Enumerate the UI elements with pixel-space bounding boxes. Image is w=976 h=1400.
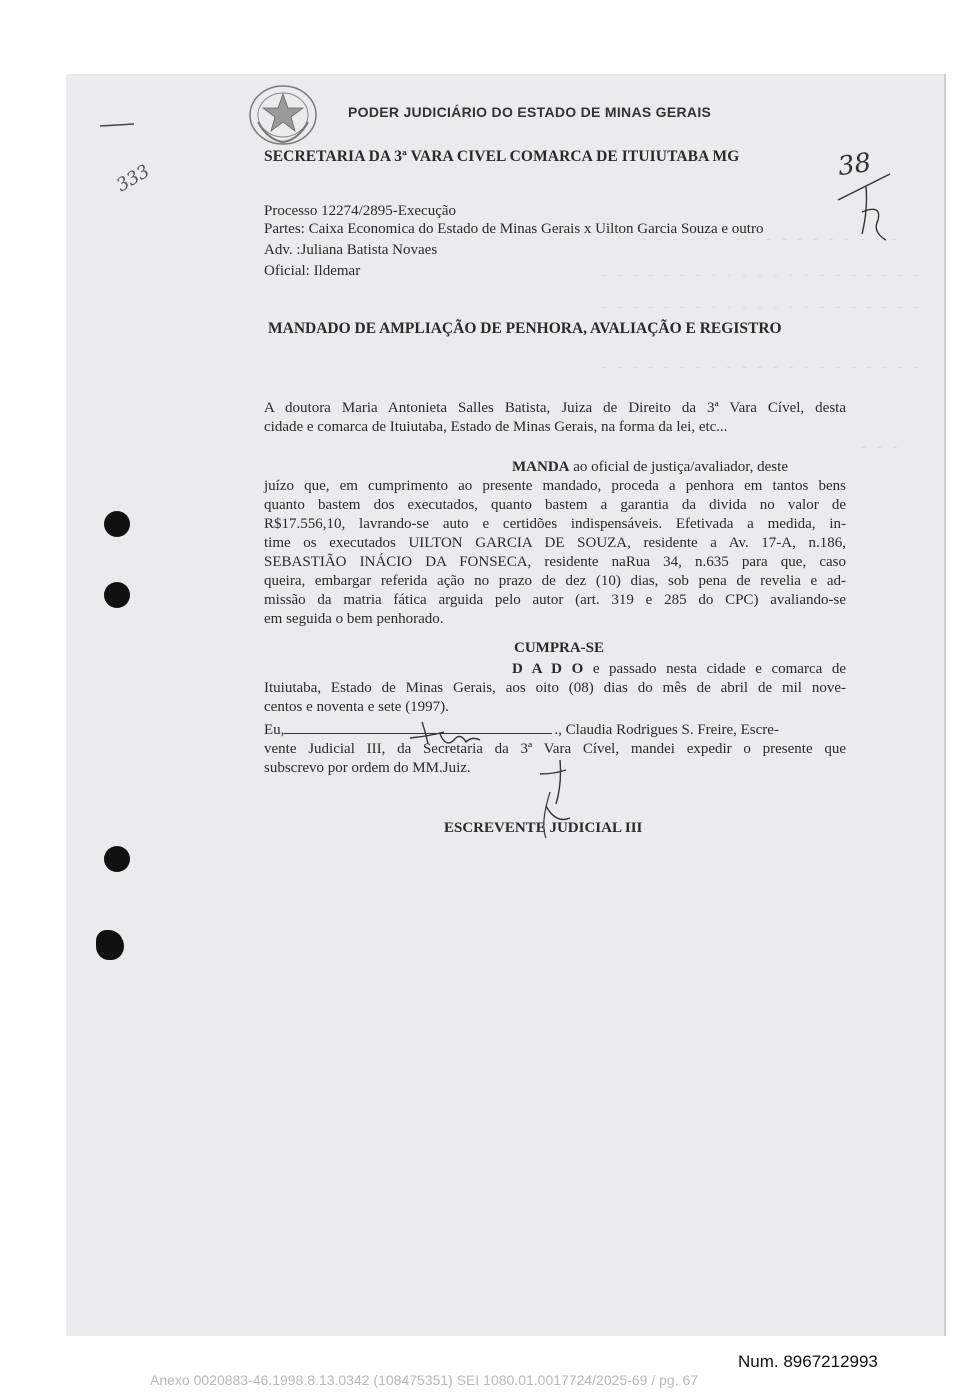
- margin-number: 333: [113, 160, 154, 197]
- institution-header: PODER JUDICIÁRIO DO ESTADO DE MINAS GERAIS: [348, 104, 712, 120]
- margin-scribble-icon: [60, 118, 140, 208]
- bleed-through-text: - - - - - - - - - - - - - - - - - - - - -: [600, 300, 920, 315]
- eu-line: subscrevo por ordem do MM.Juiz.: [264, 760, 471, 776]
- partes-line: Partes: Caixa Economica do Estado de Minas Gerais x Uilton Garcia Souza e outro: [264, 221, 764, 237]
- bleed-through-text: - - - - - - - - - - - - - - - - -: [640, 232, 898, 247]
- manda-line: missão da matria fática arguida pelo autor (art. 319 e 285 do CPC) avaliando-se: [264, 592, 846, 608]
- bleed-through-text: - - - - - - - - - - - - - - - - - - - - -: [600, 360, 920, 375]
- eu-rest: ., Claudia Rodrigues S. Freire, Escre-: [554, 722, 779, 738]
- oficial-line: Oficial: Ildemar: [264, 263, 361, 279]
- adv-line: Adv. :Juliana Batista Novaes: [264, 242, 438, 258]
- manda-line: time os executados UILTON GARCIA DE SOUZA, residente a Av. 17-A, n.186,: [264, 535, 846, 551]
- punch-hole: [96, 930, 124, 960]
- eu-start: Eu,: [264, 722, 285, 738]
- annex-reference: Anexo 0020883-46.1998.8.13.0342 (108475351) SEI 1080.01.0017724/2025-69 / pg. 67: [150, 1372, 699, 1388]
- bleed-through-text: - - -: [860, 440, 900, 455]
- processo-line: Processo 12274/2895-Execução: [264, 203, 457, 219]
- secretaria-header: SECRETARIA DA 3ª VARA CIVEL COMARCA DE ITUIUTABA MG: [264, 148, 740, 165]
- manda-line: SEBASTIÃO INÁCIO DA FONSECA, residente naRua 34, n.635 para que, caso: [264, 554, 846, 570]
- punch-hole: [104, 582, 130, 608]
- dado-first-rest: e passado nesta cidade e comarca de: [583, 661, 847, 677]
- document-number: Num. 8967212993: [738, 1352, 878, 1371]
- punch-hole: [104, 511, 130, 537]
- manda-line: R$17.556,10, lavrando-se auto e certidões indispensáveis. Efetivada a medida, in-: [264, 516, 846, 532]
- handwritten-initials: [828, 160, 898, 250]
- manda-first-line: [264, 458, 846, 477]
- dado-line: Ituiutaba, Estado de Minas Gerais, aos oito (08) dias do mês de abril de mil nove-: [264, 680, 846, 696]
- bleed-through-text: - - - - - - - - - - - - - - - - - - - - -: [600, 268, 920, 283]
- handwritten-page-number: 38: [836, 147, 874, 183]
- manda-line: queira, embargar referida ação no prazo de dez (10) dias, sob pena de revelia e ad-: [264, 573, 846, 589]
- dado-line: centos e noventa e sete (1997).: [264, 699, 449, 715]
- intro-paragraph: [264, 399, 846, 437]
- document-title: MANDADO DE AMPLIAÇÃO DE PENHORA, AVALIAÇÃO E REGISTRO: [268, 320, 782, 337]
- eu-line: vente Judicial III, da Secretaria da 3ª Vara Cível, mandei expedir o presente que: [264, 741, 846, 757]
- dado-paragraph: [264, 660, 846, 717]
- handwritten-signature: [370, 714, 570, 844]
- dado-first-line: [264, 660, 846, 679]
- manda-first-rest: ao oficial de justiça/avaliador, deste: [569, 459, 788, 475]
- manda-paragraph: [264, 458, 846, 629]
- manda-line: quanto bastem dos executados, quanto bastem a garantia da divida no valor de: [264, 497, 846, 513]
- signature-title: ESCREVENTE JUDICIAL III: [444, 820, 643, 836]
- manda-line: em seguida o bem penhorado.: [264, 611, 444, 627]
- manda-keyword: MANDA: [512, 459, 570, 475]
- cumpra-se: CUMPRA-SE: [514, 640, 604, 656]
- state-seal-icon: [248, 84, 318, 146]
- intro-line: A doutora Maria Antonieta Salles Batista, Juiza de Direito da 3ª Vara Cível, desta: [264, 400, 846, 416]
- manda-line: juízo que, em cumprimento ao presente mandado, proceda a penhora em tantos bens: [264, 478, 846, 494]
- dado-keyword: D A D O: [512, 661, 584, 677]
- punch-hole: [104, 846, 130, 872]
- intro-line: cidade e comarca de Ituiutaba, Estado de Minas Gerais, na forma da lei, etc...: [264, 419, 728, 435]
